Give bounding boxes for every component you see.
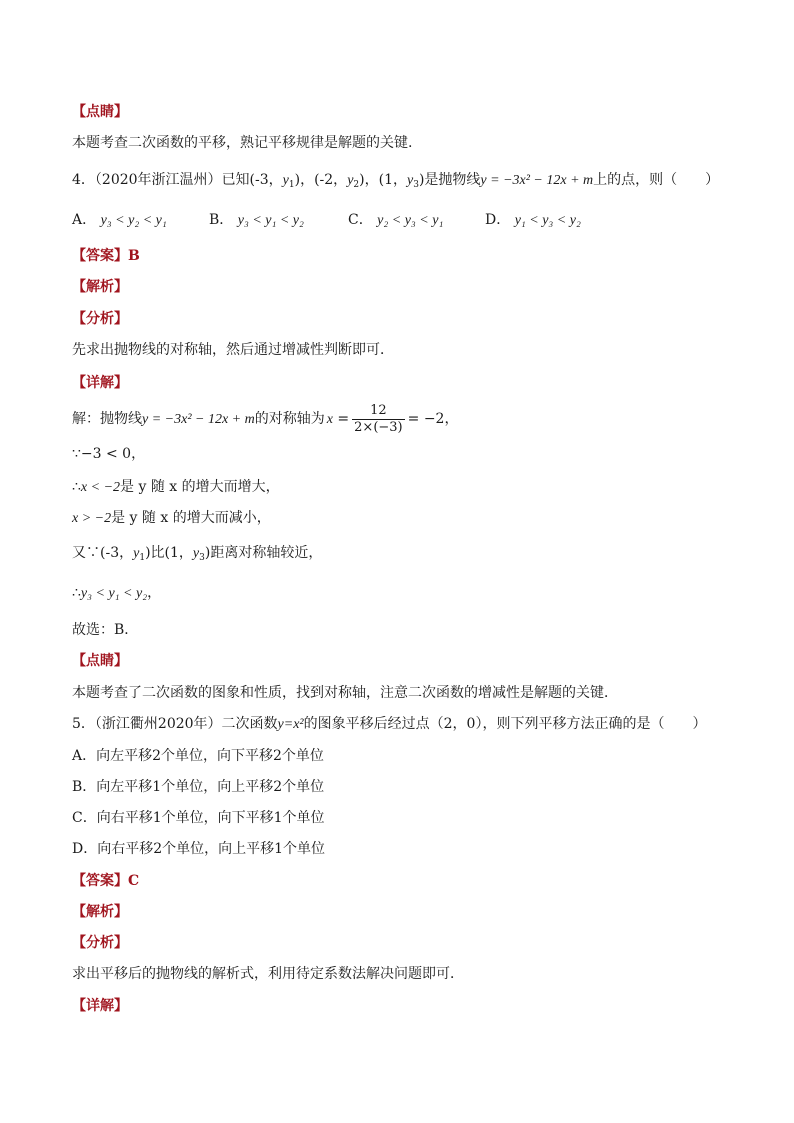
option-expr: y₁ < y₃ < y₂ xyxy=(514,213,581,228)
q4-summary: 本题考查了二次函数的图象和性质，找到对称轴，注意二次函数的增减性是解题的关键． xyxy=(72,685,618,701)
q4-known: 已知(-3， xyxy=(221,172,283,188)
q5-option-b: B．向左平移1个单位，向上平移2个单位 xyxy=(72,779,325,795)
text: 的图象平移后经过点（2，0），则下列平移方法正确的是（ ） xyxy=(303,716,707,732)
text: = −2， xyxy=(407,411,459,427)
heading-daan: 【答案】 xyxy=(72,873,128,889)
summary-text: 本题考查二次函数的平移，熟记平移规律是解题的关键. xyxy=(72,135,413,151)
inequality-expr: y₃ < y₁ < y₂ xyxy=(80,586,148,601)
heading-fenxi: 【分析】 xyxy=(72,311,128,327)
q5-option-a: A．向左平移2个单位，向下平移2个单位 xyxy=(72,748,324,764)
condition-expr: x < −2 xyxy=(80,480,121,495)
text: 是 y 随 x 的增大而减小， xyxy=(111,510,271,526)
heading-jiexi: 【解析】 xyxy=(72,904,128,920)
y-var: y xyxy=(192,546,200,561)
q4-options xyxy=(72,210,722,230)
text: 解：抛物线 xyxy=(72,411,142,427)
q4-stem-tail: 上的点，则（ ） xyxy=(593,172,720,188)
q5-option-c: C．向右平移1个单位，向下平移1个单位 xyxy=(72,810,325,826)
text: 5．（浙江衢州2020年）二次函数 xyxy=(72,716,278,732)
y-var: y xyxy=(406,173,414,188)
solution-line-7: 故选：B． xyxy=(72,622,139,638)
q4-sep: )，(1， xyxy=(359,172,407,188)
function-expr: y = −3x² − 12x + m xyxy=(142,412,255,427)
solution-line-4 xyxy=(72,508,271,528)
y-var: y xyxy=(347,173,354,188)
q4-sep: )，(-2， xyxy=(294,172,348,188)
q4-option-d xyxy=(485,210,581,231)
q5-stem xyxy=(72,714,706,734)
q4-function: y = −3x² − 12x + m xyxy=(480,173,594,188)
q4-option-c xyxy=(348,210,443,231)
fraction xyxy=(352,403,404,436)
option-label: A． xyxy=(72,212,97,228)
sub-1: 1 xyxy=(139,553,146,563)
y-var: y xyxy=(282,173,289,188)
option-expr: y₃ < y₁ < y₂ xyxy=(237,213,304,228)
solution-line-1: 解：抛物线y = −3x² − 12x + m的对称轴为 x = $\frac{12}{2\times(-3)}$ = −2， xyxy=(72,402,459,435)
heading-dianjing: 【点睛】 xyxy=(72,653,128,669)
text: 的对称轴为 xyxy=(254,411,325,427)
q4-stem xyxy=(72,170,719,190)
text: ∴ xyxy=(72,585,81,601)
q4-analysis: 先求出抛物线的对称轴，然后通过增减性判断即可． xyxy=(72,342,394,358)
text: )距离对称轴较近， xyxy=(204,545,323,561)
text: ， xyxy=(147,585,162,601)
text: 又∵(-3， xyxy=(72,545,134,561)
heading-xiangjie: 【详解】 xyxy=(72,375,128,391)
fraction-denominator: 2×(−3) xyxy=(354,419,403,435)
q5-answer xyxy=(72,871,139,891)
option-label: B． xyxy=(209,212,234,228)
heading-jiexi: 【解析】 xyxy=(72,279,128,295)
answer-value: C xyxy=(128,873,140,889)
heading-daan: 【答案】 xyxy=(72,248,128,264)
heading-xiangjie: 【详解】 xyxy=(72,998,128,1014)
sub-1: 1 xyxy=(288,180,295,190)
sub-3: 3 xyxy=(413,180,419,190)
fraction-numerator: 12 xyxy=(370,402,387,418)
q4-answer xyxy=(72,246,140,266)
q4-source: （2020年浙江温州） xyxy=(94,172,222,188)
solution-line-5 xyxy=(72,543,322,563)
text: ∴ xyxy=(72,479,81,495)
q5-option-d: D．向右平移2个单位，向上平移1个单位 xyxy=(72,841,326,857)
sub-2: 2 xyxy=(353,180,360,190)
heading-fenxi: 【分析】 xyxy=(72,935,128,951)
text: )比(1， xyxy=(145,545,193,561)
option-label: D． xyxy=(485,212,511,228)
option-expr: y₂ < y₃ < y₁ xyxy=(377,213,444,228)
condition-expr: x > −2 xyxy=(72,511,112,526)
q4-option-a xyxy=(72,210,167,231)
option-label: C． xyxy=(348,212,373,228)
sub-3: 3 xyxy=(199,553,205,563)
solution-line-2: ∵−3 < 0， xyxy=(72,446,146,462)
option-expr: y₃ < y₂ < y₁ xyxy=(100,213,167,228)
heading-dianjing: 【点睛】 xyxy=(72,104,128,120)
solution-line-6 xyxy=(72,583,161,603)
q4-sep: )是抛物线 xyxy=(418,172,481,188)
text: 是 y 随 x 的增大而增大， xyxy=(120,479,280,495)
q4-number: 4． xyxy=(72,172,95,188)
answer-value: B xyxy=(128,248,140,264)
function-expr: y=x² xyxy=(277,717,304,732)
solution-line-3 xyxy=(72,477,280,497)
q4-option-b xyxy=(209,210,304,231)
y-var: y xyxy=(133,546,140,561)
q5-analysis: 求出平移后的抛物线的解析式，利用待定系数法解决问题即可． xyxy=(72,966,464,982)
